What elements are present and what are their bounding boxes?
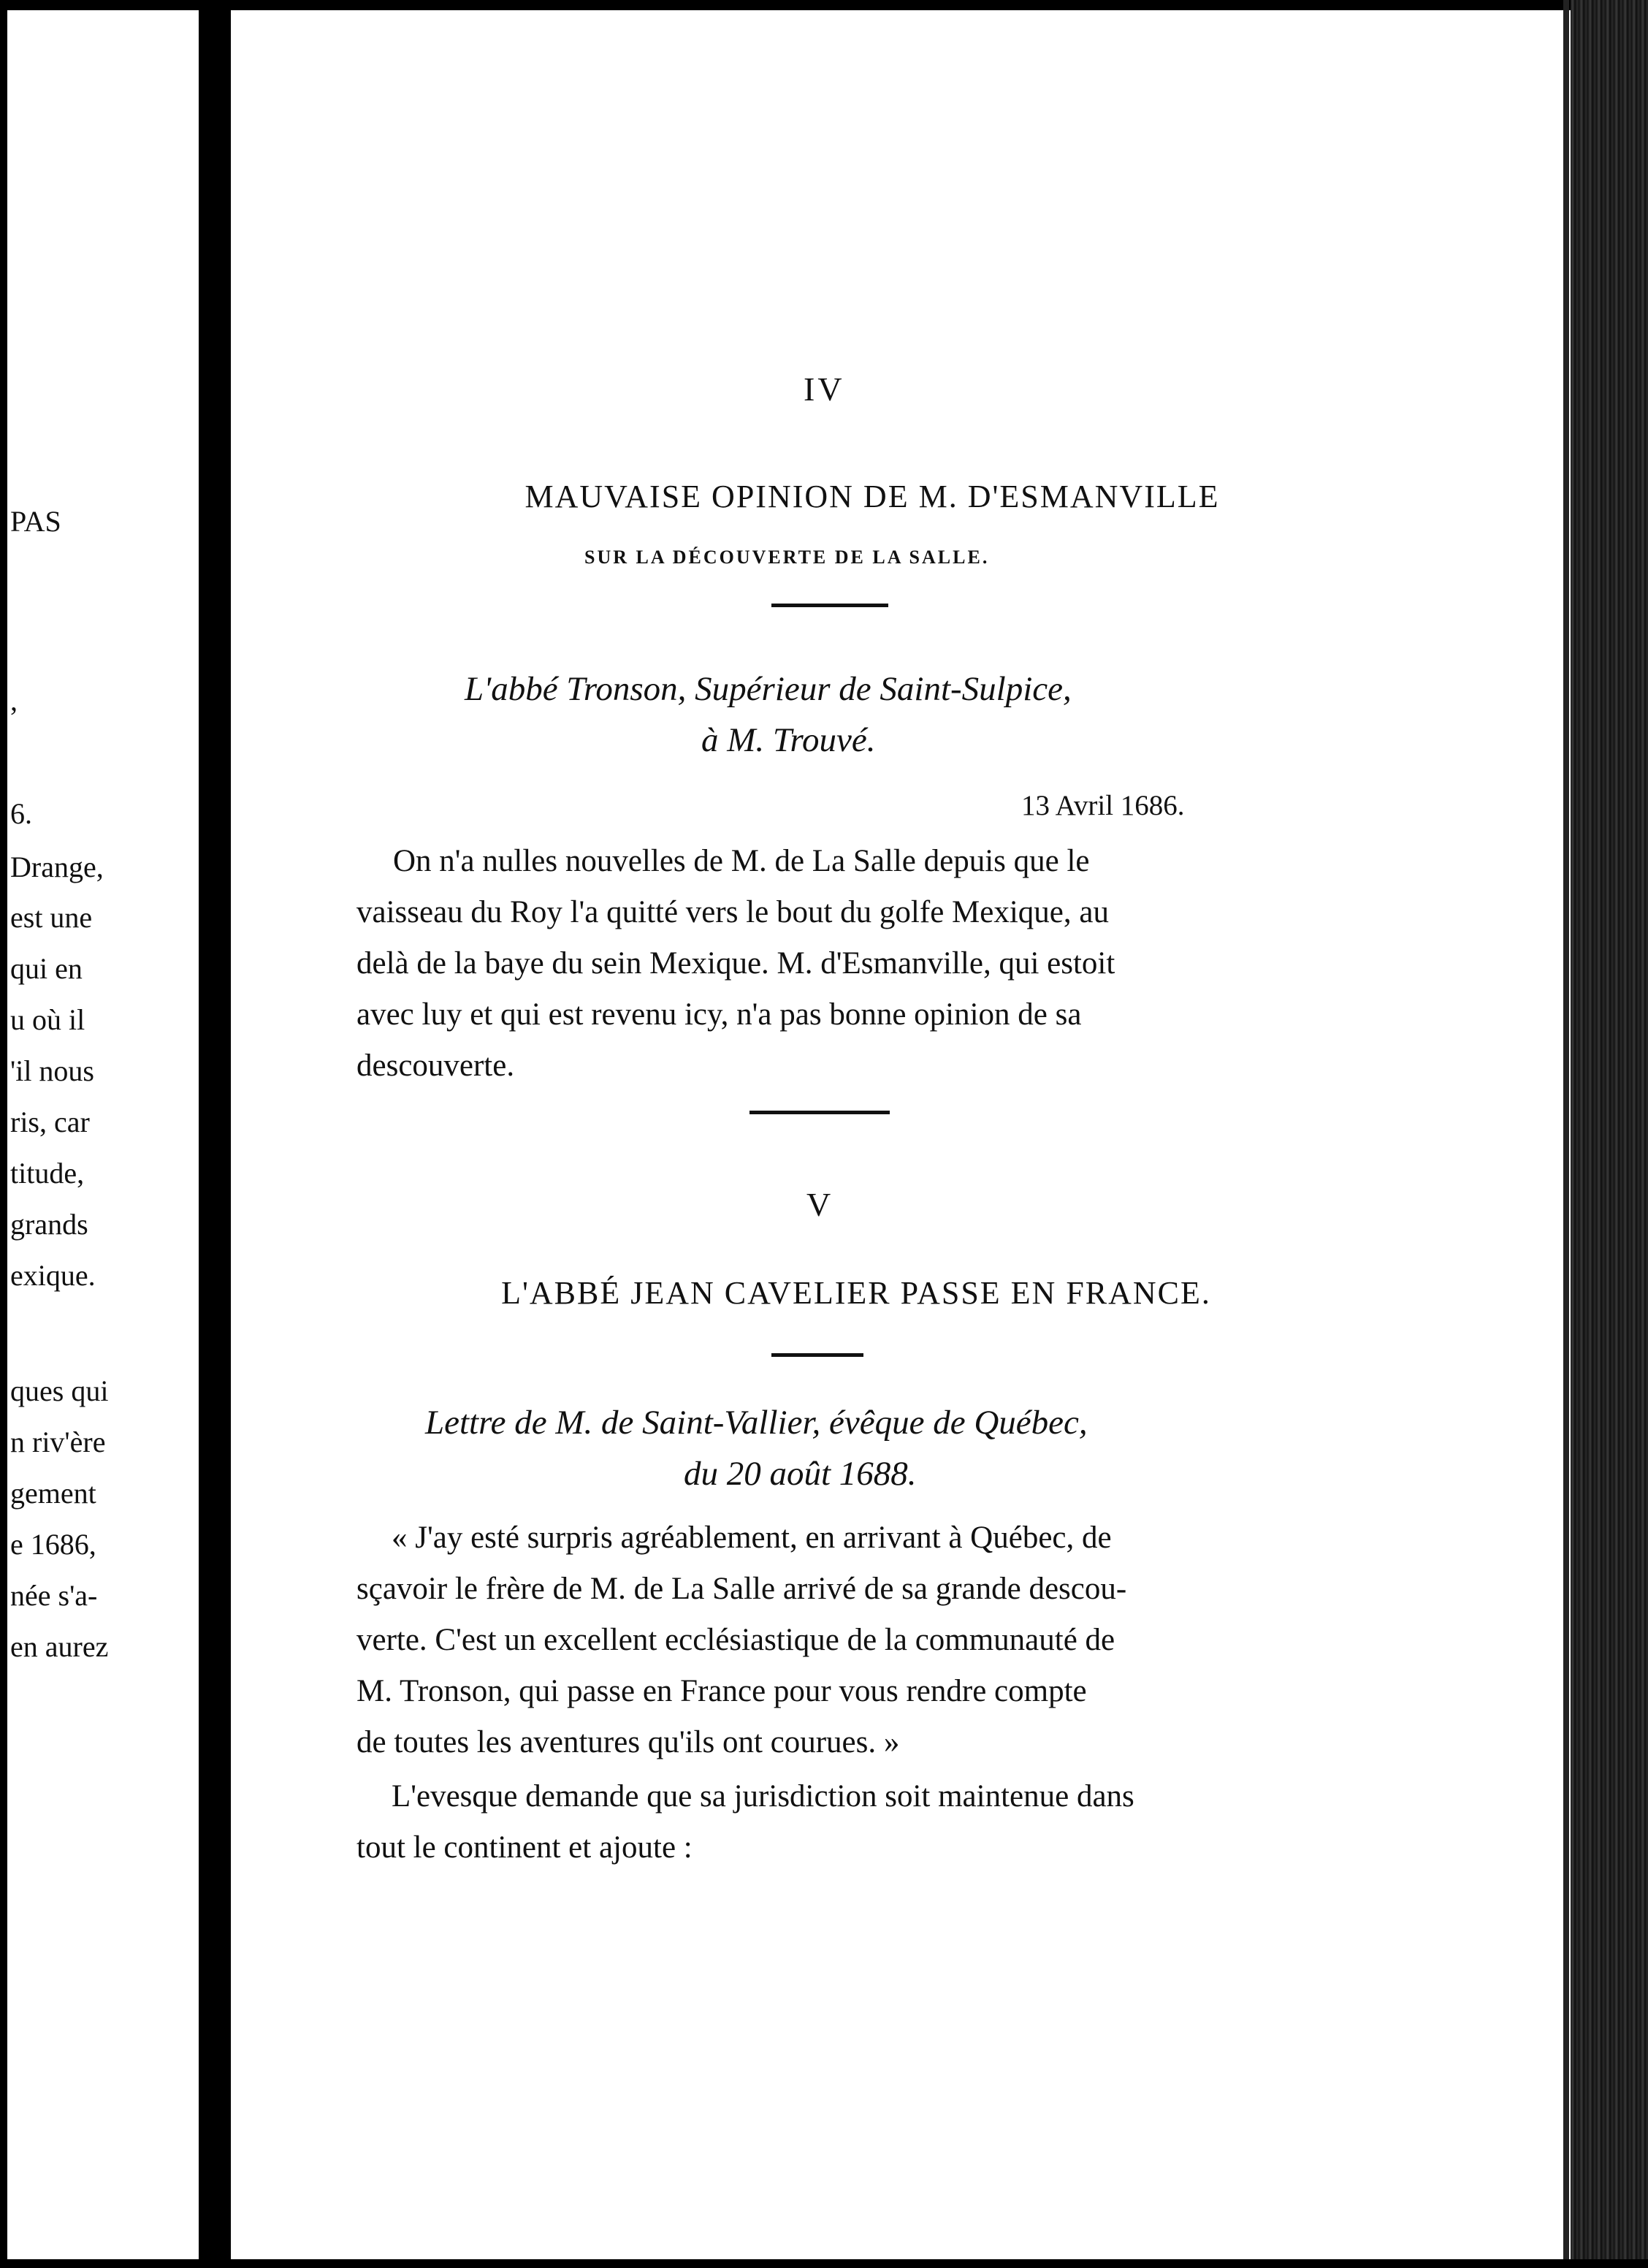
- left-page-line: n riv'ère: [10, 1426, 106, 1458]
- left-page-line: grands: [10, 1208, 88, 1241]
- letter-date: 13 Avril 1686.: [1021, 790, 1185, 821]
- paragraph-line: avec luy et qui est revenu icy, n'a pas bonne opinion de sa: [356, 997, 1082, 1032]
- paragraph-line: vaisseau du Roy l'a quitté vers le bout du golfe Mexique, au: [356, 895, 1109, 929]
- left-page-line: ,: [10, 684, 18, 717]
- left-page-line: ques qui: [10, 1374, 109, 1407]
- left-page-line: exique.: [10, 1259, 96, 1292]
- left-page-line: e 1686,: [10, 1528, 96, 1561]
- title-rule: [771, 604, 888, 607]
- letter-heading: Lettre de M. de Saint-Vallier, évêque de Québec,: [425, 1404, 1088, 1442]
- book-gutter: [199, 0, 231, 2268]
- paragraph-line: descouverte.: [356, 1049, 515, 1083]
- section-title: L'ABBÉ JEAN CAVELIER PASSE EN FRANCE.: [501, 1275, 1211, 1311]
- letter-heading: du 20 août 1688.: [684, 1455, 917, 1493]
- left-page-line: en aurez: [10, 1630, 109, 1663]
- left-page-line: née s'a-: [10, 1579, 98, 1612]
- section-divider: [749, 1111, 890, 1114]
- left-page-line: qui en: [10, 952, 83, 985]
- title-rule: [771, 1353, 863, 1357]
- quote-line: « J'ay esté surpris agréablement, en arrivant à Québec, de: [392, 1521, 1112, 1555]
- paragraph-line: tout le continent et ajoute :: [356, 1830, 693, 1865]
- left-page-line: ris, car: [10, 1106, 90, 1138]
- page-edge-shadow: [1563, 0, 1569, 2268]
- letter-heading: L'abbé Tronson, Supérieur de Saint-Sulpice,: [465, 670, 1072, 708]
- scan-border-left: [0, 0, 7, 2268]
- book-page: [231, 10, 1563, 2259]
- quote-line: sçavoir le frère de M. de La Salle arrivé de sa grande descou-: [356, 1572, 1127, 1606]
- left-page-line: PAS: [10, 505, 61, 538]
- left-page-line: gement: [10, 1477, 96, 1510]
- section-subtitle: SUR LA DÉCOUVERTE DE LA SALLE.: [584, 547, 990, 568]
- book-page-edges: [1571, 0, 1648, 2268]
- left-page-line: est une: [10, 901, 93, 934]
- section-title: MAUVAISE OPINION DE M. D'ESMANVILLE: [524, 479, 1220, 514]
- left-page-line: Drange,: [10, 850, 104, 883]
- left-page-line: titude,: [10, 1157, 85, 1190]
- quote-line: verte. C'est un excellent ecclésiastique de la communauté de: [356, 1623, 1115, 1657]
- quote-line: de toutes les aventures qu'ils ont courues. »: [356, 1725, 900, 1759]
- section-number: V: [806, 1186, 834, 1223]
- section-number: IV: [804, 370, 845, 408]
- left-page-line: 6.: [10, 797, 32, 830]
- scan-border-bottom: [0, 2259, 1648, 2268]
- letter-heading: à M. Trouvé.: [701, 721, 876, 759]
- paragraph-line: L'evesque demande que sa jurisdiction soit maintenue dans: [392, 1779, 1134, 1814]
- left-page-line: 'il nous: [10, 1054, 94, 1087]
- paragraph-line: delà de la baye du sein Mexique. M. d'Esmanville, qui estoit: [356, 946, 1115, 981]
- quote-line: M. Tronson, qui passe en France pour vous rendre compte: [356, 1674, 1087, 1708]
- paragraph-line: On n'a nulles nouvelles de M. de La Salle depuis que le: [393, 844, 1090, 878]
- scan-border-top: [0, 0, 1648, 10]
- left-page-line: u où il: [10, 1003, 85, 1036]
